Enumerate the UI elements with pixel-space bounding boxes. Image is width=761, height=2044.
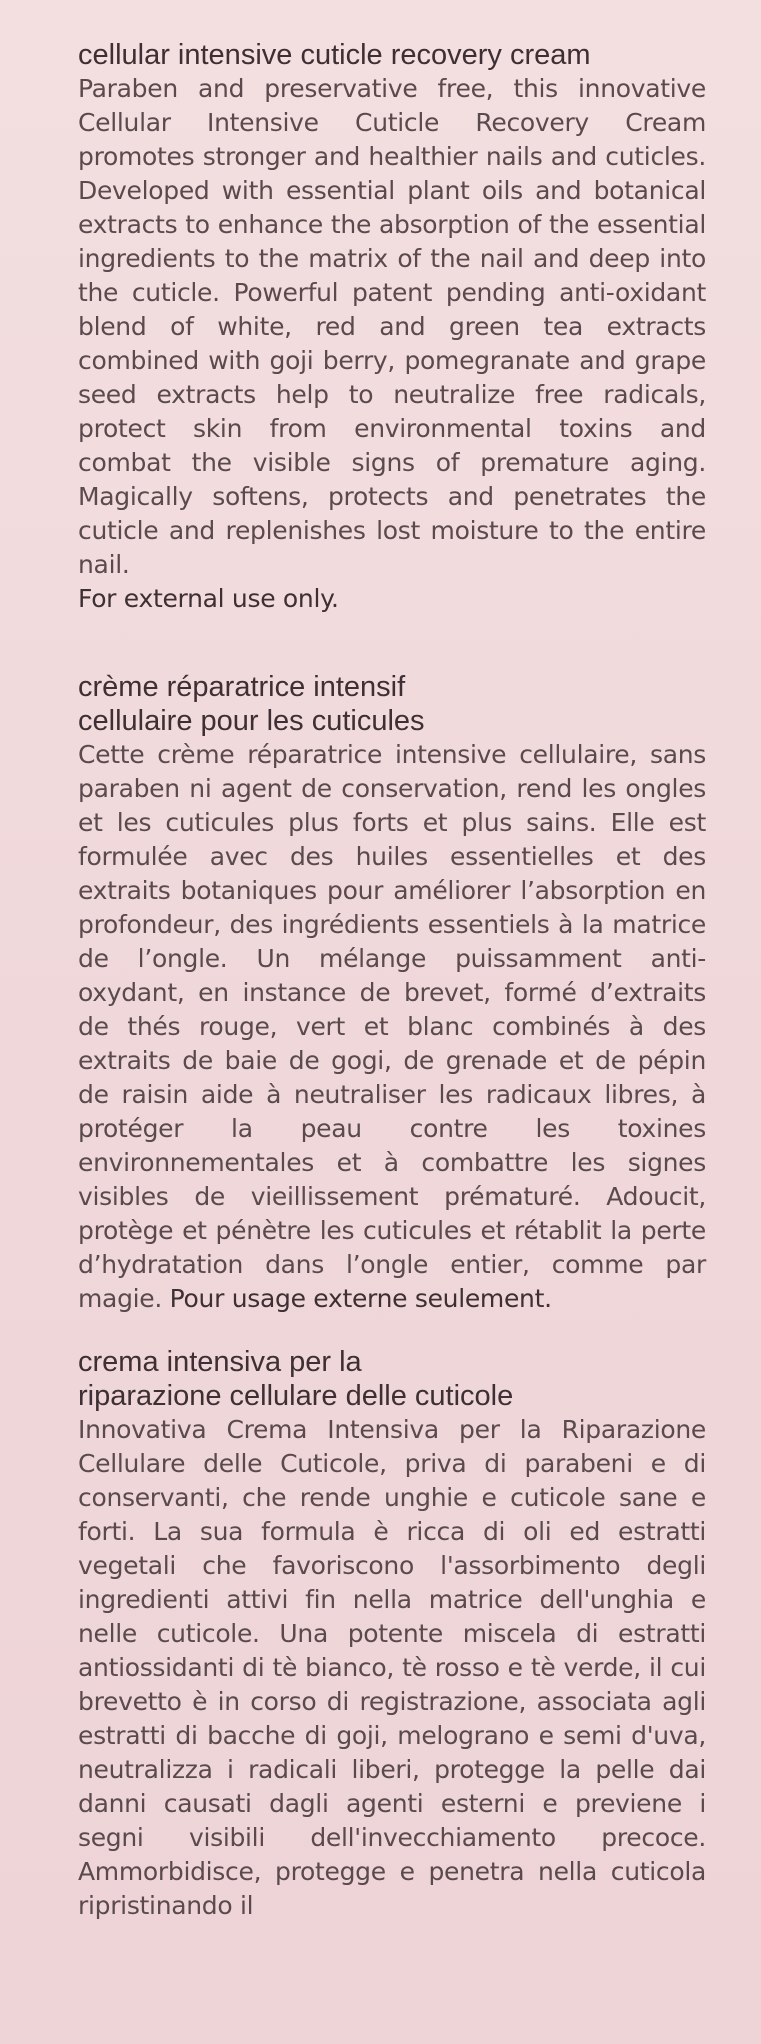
french-body-paragraph <box>78 738 706 1316</box>
italian-section <box>78 1345 706 1923</box>
english-warning: For external use only. <box>78 584 339 613</box>
french-heading-line2: cellulaire pour les cuticules <box>78 705 425 737</box>
italian-heading-line1: crema intensiva per la <box>78 1346 362 1378</box>
italian-heading <box>78 1345 706 1413</box>
french-body: Cette crème réparatrice intensive cellulaire, sans paraben ni agent de conservation, rend les ongles et les cuticules plus forts et plus sains. Elle est formulée avec des huiles essentielles et des extraits botaniques pour améliorer l’absorption en profondeur, des ingrédients essentiels à la matrice de l’ongle. Un mélange puissamment anti-oxydant, en instance de brevet, formé d’extraits de thés rouge, vert et blanc combinés à des extraits de baie de gogi, de grenade et de pépin de raisin aide à neutraliser les radicaux libres, à protéger la peau contre les toxines environnementales et à combattre les signes visibles de vieillissement prématuré. Adoucit, protège et pénètre les cuticules et rétablit la perte d’hydratation dans l’ongle entier, comme par magie. <box>78 740 706 1313</box>
french-heading <box>78 670 706 738</box>
english-body: Paraben and preservative free, this innovative Cellular Intensive Cuticle Recovery Cream promotes stronger and healthier nails and cuticles. Developed with essential plant oils and botanical extracts to enhance the absorption of the essential ingredients to the matrix of the nail and deep into the cuticle. Powerful patent pending anti-oxidant blend of white, red and green tea extracts combined with goji berry, pomegranate and grape seed extracts help to neutralize free radicals, protect skin from environmental toxins and combat the visible signs of premature aging. Magically softens, protects and penetrates the cuticle and replenishes lost moisture to the entire nail. <box>78 74 706 579</box>
french-heading-line1: crème réparatrice intensif <box>78 671 406 703</box>
english-section <box>78 38 706 616</box>
english-heading: cellular intensive cuticle recovery cream <box>78 39 591 71</box>
bottom-fade <box>0 2008 761 2044</box>
french-warning: Pour usage externe seulement. <box>169 1284 552 1313</box>
italian-body: Innovativa Crema Intensiva per la Riparazione Cellulare delle Cuticole, priva di parabeni e di conservanti, che rende unghie e cuticole sane e forti. La sua formula è ricca di oli ed estratti vegetali che favoriscono l'assorbimento degli ingredienti attivi fin nella matrice dell'unghia e nelle cuticole. Una potente miscela di estratti antiossidanti di tè bianco, tè rosso e tè verde, il cui brevetto è in corso di registrazione, associata agli estratti di bacche di goji, melograno e semi d'uva, neutralizza i radicali liberi, protegge la pelle dai danni causati dagli agenti esterni e previene i segni visibili dell'invecchiamento precoce. Ammorbidisce, protegge e penetra nella cuticola ripristinando il <box>78 1415 706 1920</box>
french-section <box>78 670 706 1316</box>
italian-heading-line2: riparazione cellulare delle cuticole <box>78 1380 514 1412</box>
